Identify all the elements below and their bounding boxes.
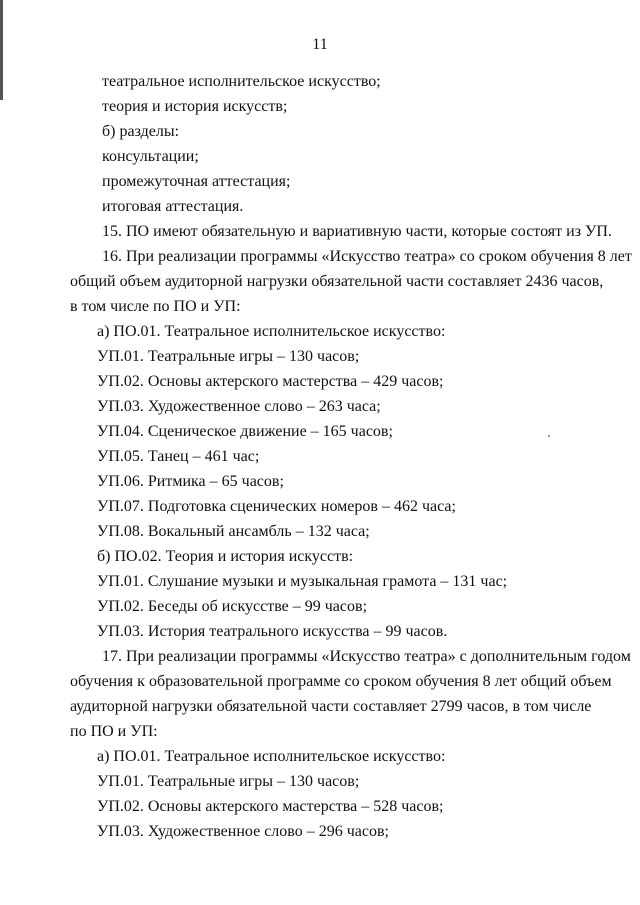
- list-item: УП.05. Танец – 461 час;: [97, 448, 260, 465]
- text-line: обучения к образовательной программе со сроком обучения 8 лет общий объем: [70, 673, 612, 690]
- text-line: театральное исполнительское искусство;: [102, 73, 381, 90]
- text-line: по ПО и УП:: [70, 723, 158, 740]
- list-heading: б) ПО.02. Теория и история искусств:: [97, 548, 354, 565]
- text-line: промежуточная аттестация;: [102, 173, 291, 190]
- text-line: б) разделы:: [102, 123, 180, 140]
- list-item: УП.03. История театрального искусства – 99 часов.: [97, 623, 448, 640]
- text-line: консультации;: [102, 148, 199, 165]
- list-item: УП.02. Основы актерского мастерства – 528 часов;: [97, 798, 444, 815]
- page-number: 11: [312, 36, 328, 53]
- paragraph-15: 15. ПО имеют обязательную и вариативную части, которые состоят из УП.: [102, 223, 612, 240]
- list-item: УП.02. Беседы об искусстве – 99 часов;: [97, 598, 368, 615]
- list-item: УП.08. Вокальный ансамбль – 132 часа;: [97, 523, 370, 540]
- list-item: УП.01. Театральные игры – 130 часов;: [97, 348, 360, 365]
- list-item: УП.03. Художественное слово – 296 часов;: [97, 823, 389, 840]
- text-line: аудиторной нагрузки обязательной части составляет 2799 часов, в том числе: [70, 698, 592, 715]
- text-line: теория и история искусств;: [102, 98, 288, 115]
- scan-speck: [548, 435, 550, 437]
- paragraph-16-start: 16. При реализации программы «Искусство театра» со сроком обучения 8 лет: [102, 248, 632, 265]
- list-heading: а) ПО.01. Театральное исполнительское искусство:: [97, 748, 446, 765]
- list-item: УП.07. Подготовка сценических номеров – 462 часа;: [97, 498, 456, 515]
- list-item: УП.03. Художественное слово – 263 часа;: [97, 398, 381, 415]
- list-item: УП.01. Слушание музыки и музыкальная грамота – 131 час;: [97, 573, 508, 590]
- list-item: УП.04. Сценическое движение – 165 часов;: [97, 423, 393, 440]
- list-item: УП.06. Ритмика – 65 часов;: [97, 473, 284, 490]
- text-line: общий объем аудиторной нагрузки обязательной части составляет 2436 часов,: [70, 273, 604, 290]
- list-item: УП.02. Основы актерского мастерства – 429 часов;: [97, 373, 444, 390]
- text-line: в том числе по ПО и УП:: [70, 298, 241, 315]
- list-item: УП.01. Театральные игры – 130 часов;: [97, 773, 360, 790]
- text-line: итоговая аттестация.: [102, 198, 244, 215]
- paragraph-17-start: 17. При реализации программы «Искусство театра» с дополнительным годом: [102, 648, 631, 665]
- list-heading: а) ПО.01. Театральное исполнительское искусство:: [97, 323, 446, 340]
